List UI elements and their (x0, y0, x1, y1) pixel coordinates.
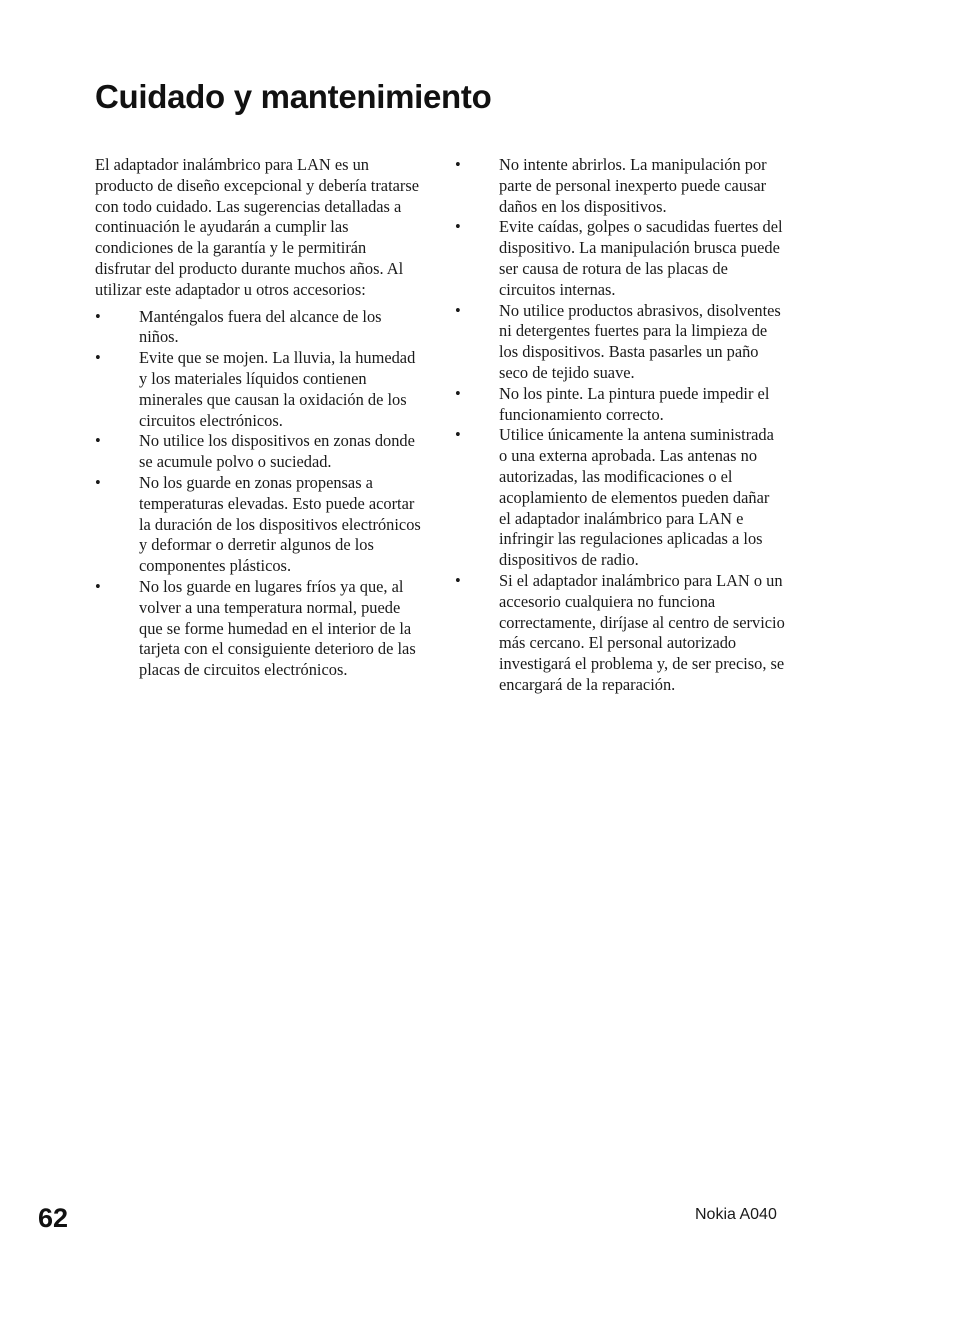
bullet-icon: • (455, 570, 461, 590)
list-item (455, 155, 785, 217)
list-item (455, 425, 785, 571)
list-item-text: Evite caídas, golpes o sacudidas fuertes del dispositivo. La manipulación brusca puede ser causa de rotura de las placas de circuitos internas. (499, 217, 783, 299)
bullet-icon: • (95, 576, 101, 596)
list-item (95, 473, 425, 577)
bullet-icon: • (455, 217, 461, 237)
list-item-text: Utilice únicamente la antena suministrada o una externa aprobada. Las antenas no autorizadas, las modificaciones o el acoplamiento de elementos pueden dañar el adaptador inalámbrico para LAN e infringir las regulaciones aplicadas a los dispositivos de radio. (499, 425, 774, 570)
right-bullet-list (455, 155, 785, 696)
list-item (455, 301, 785, 384)
list-item-text: Si el adaptador inalámbrico para LAN o un accesorio cualquiera no funciona correctamente, diríjase al centro de servicio más cercano. El personal autorizado investigará el problema y, de ser preciso, se encargará de la reparación. (499, 570, 785, 694)
bullet-icon: • (455, 425, 461, 445)
list-item-text: Evite que se mojen. La lluvia, la humedad y los materiales líquidos contienen minerales que causan la oxidación de los circuitos electrónicos. (139, 348, 416, 430)
bullet-icon: • (455, 300, 461, 320)
bullet-icon: • (95, 472, 101, 492)
right-column (455, 155, 785, 696)
list-item-text: No los pinte. La pintura puede impedir el funcionamiento correcto. (499, 383, 770, 424)
bullet-icon: • (95, 431, 101, 451)
list-item (455, 217, 785, 300)
bullet-icon: • (455, 383, 461, 403)
page-title: Cuidado y mantenimiento (95, 78, 492, 115)
list-item (95, 431, 425, 473)
bullet-icon: • (95, 348, 101, 368)
bullet-icon: • (95, 306, 101, 326)
left-column (95, 155, 425, 681)
list-item (455, 571, 785, 696)
list-item-text: No utilice productos abrasivos, disolventes ni detergentes fuertes para la limpieza de los dispositivos. Basta pasarles un paño seco de tejido suave. (499, 300, 781, 382)
product-name: Nokia A040 (695, 1206, 777, 1223)
left-bullet-list (95, 307, 425, 681)
list-item-text: No los guarde en lugares fríos ya que, al volver a una temperatura normal, puede que se forme humedad en el interior de la tarjeta con el consiguiente deterioro de las placas de circuitos electrónicos. (139, 576, 416, 680)
list-item-text: Manténgalos fuera del alcance de los niños. (139, 306, 382, 347)
intro-paragraph: El adaptador inalámbrico para LAN es un producto de diseño excepcional y debería tratarse con todo cuidado. Las sugerencias detalladas a continuación le ayudarán a cumplir las condiciones de la garantía y le permitirán disfrutar del producto durante muchos años. Al utilizar este adaptador u otros accesorios: (95, 155, 420, 299)
list-item-text: No los guarde en zonas propensas a temperaturas elevadas. Esto puede acortar la duración de los dispositivos electrónicos y deformar o derretir algunos de los componentes plásticos. (139, 472, 421, 576)
bullet-icon: • (455, 155, 461, 174)
list-item (95, 348, 425, 431)
page-number: 62 (38, 1203, 69, 1233)
list-item (455, 384, 785, 426)
list-item (95, 577, 425, 681)
list-item-text: No intente abrirlos. La manipulación por parte de personal inexperto puede causar daños en los dispositivos. (499, 155, 767, 216)
list-item (95, 307, 425, 349)
list-item-text: No utilice los dispositivos en zonas donde se acumule polvo o suciedad. (139, 431, 415, 472)
